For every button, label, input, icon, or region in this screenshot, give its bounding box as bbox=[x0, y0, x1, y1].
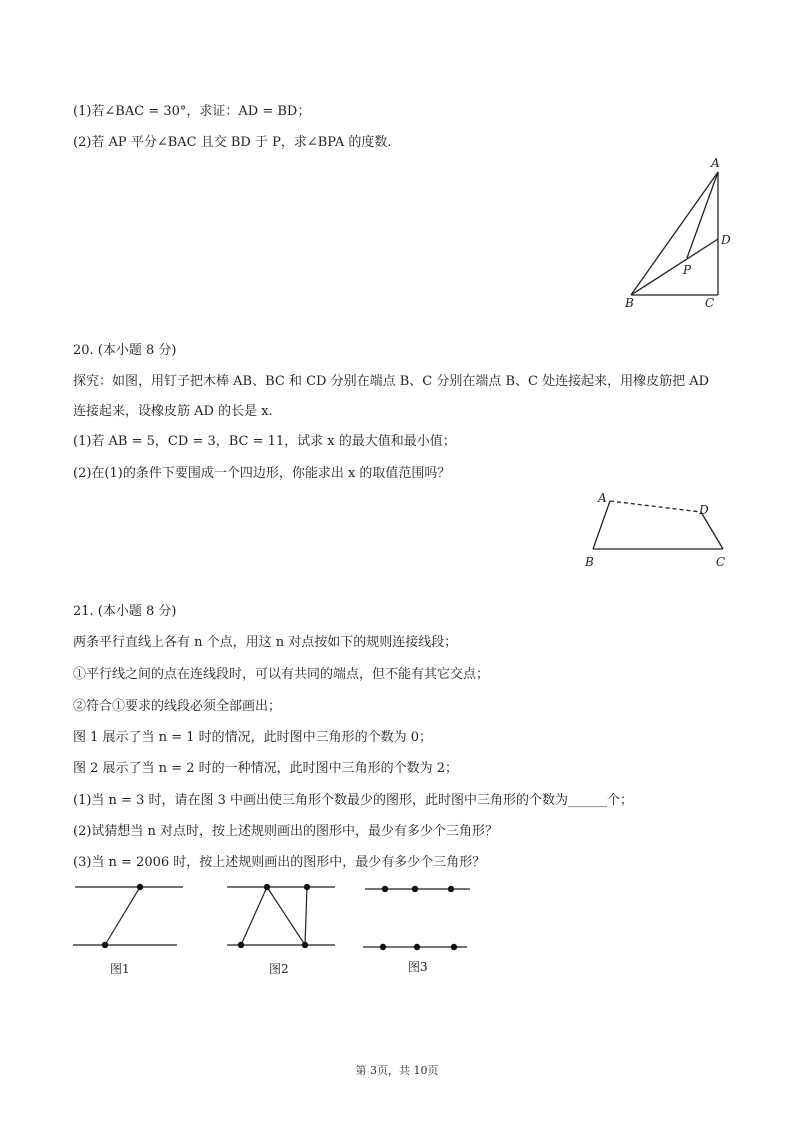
label-a: A bbox=[598, 491, 607, 505]
fig1-bottom-point bbox=[102, 942, 108, 948]
fig3-bottom-point-2 bbox=[414, 944, 420, 950]
q20-part2: (2)在(1)的条件下要围成一个四边形，你能求出 x 的取值范围吗？ bbox=[73, 466, 451, 481]
label-c: C bbox=[705, 296, 715, 310]
q21-header: 21. (本小题 8 分) bbox=[73, 604, 177, 619]
q20-part1: (1)若 AB = 5，CD = 3，BC = 11，试求 x 的最大值和最小值； bbox=[73, 434, 456, 449]
label-b: B bbox=[625, 296, 634, 310]
rod-cd bbox=[701, 512, 723, 549]
q20-intro-line2: 连接起来，设橡皮筋 AD 的长是 x. bbox=[73, 404, 273, 419]
fig2-bottom-point-2 bbox=[302, 942, 308, 948]
q20-quadrilateral-figure bbox=[580, 485, 740, 575]
segment-ap bbox=[687, 172, 718, 258]
q21-fig1-note: 图 1 展示了当 n = 1 时的情况，此时图中三角形的个数为 0； bbox=[73, 730, 433, 745]
figure-3-caption: 图3 bbox=[408, 960, 428, 974]
fig3-bottom-point-3 bbox=[451, 944, 457, 950]
q21-rule1: ①平行线之间的点在连线段时，可以有共同的端点，但不能有其它交点； bbox=[73, 667, 490, 682]
figure-1 bbox=[73, 887, 183, 945]
segment-bd bbox=[631, 239, 718, 295]
figure-3 bbox=[363, 889, 470, 947]
page-footer: 第 3页，共 10页 bbox=[355, 1064, 439, 1077]
fig2-top-point-1 bbox=[264, 884, 270, 890]
fig2-bottom-point-1 bbox=[238, 942, 244, 948]
label-d: D bbox=[699, 503, 709, 517]
q21-rule2: ②符合①要求的线段必须全部画出； bbox=[73, 699, 282, 714]
q21-part1: (1)当 n = 3 时，请在图 3 中画出使三角形个数最少的图形，此时图中三角形的个数为______个； bbox=[73, 793, 634, 808]
rubber-band-ad bbox=[610, 501, 701, 512]
label-a: A bbox=[711, 156, 720, 170]
fig3-top-point-2 bbox=[412, 886, 418, 892]
fig1-top-point bbox=[137, 884, 143, 890]
figure-2-caption: 图2 bbox=[269, 962, 289, 976]
q19-part2: (2)若 AP 平分∠BAC 且交 BD 于 P，求∠BPA 的度数. bbox=[73, 135, 392, 150]
q21-parallel-lines-figures bbox=[65, 875, 485, 985]
fig3-top-point-3 bbox=[448, 886, 454, 892]
q21-fig2-note: 图 2 展示了当 n = 2 时的一种情况，此时图中三角形的个数为 2； bbox=[73, 761, 459, 776]
q21-intro: 两条平行直线上各有 n 个点，用这 n 对点按如下的规则连接线段； bbox=[73, 635, 458, 650]
fig3-top-point-1 bbox=[382, 886, 388, 892]
fig2-top-point-2 bbox=[304, 884, 310, 890]
q20-header: 20. (本小题 8 分) bbox=[73, 343, 177, 358]
rod-ab bbox=[593, 501, 610, 549]
label-c: C bbox=[716, 555, 726, 569]
label-d: D bbox=[721, 233, 731, 247]
q19-part1: (1)若∠BAC = 30°，求证：AD = BD； bbox=[73, 104, 311, 119]
figure-2 bbox=[227, 887, 335, 945]
q21-part2: (2)试猜想当 n 对点时，按上述规则画出的图形中，最少有多少个三角形？ bbox=[73, 824, 499, 839]
q19-triangle-figure bbox=[615, 150, 750, 315]
q20-intro-line1: 探究：如图，用钉子把木棒 AB、BC 和 CD 分别在端点 B、C 分别在端点 B、C 处连接起来，用橡皮筋把 AD bbox=[73, 374, 710, 389]
fig3-bottom-point-1 bbox=[380, 944, 386, 950]
segment-ab bbox=[631, 172, 718, 295]
q21-part3: (3)当 n = 2006 时，按上述规则画出的图形中，最少有多少个三角形？ bbox=[73, 855, 486, 870]
figure-1-caption: 图1 bbox=[110, 962, 130, 976]
label-p: P bbox=[683, 263, 692, 277]
label-b: B bbox=[585, 555, 594, 569]
